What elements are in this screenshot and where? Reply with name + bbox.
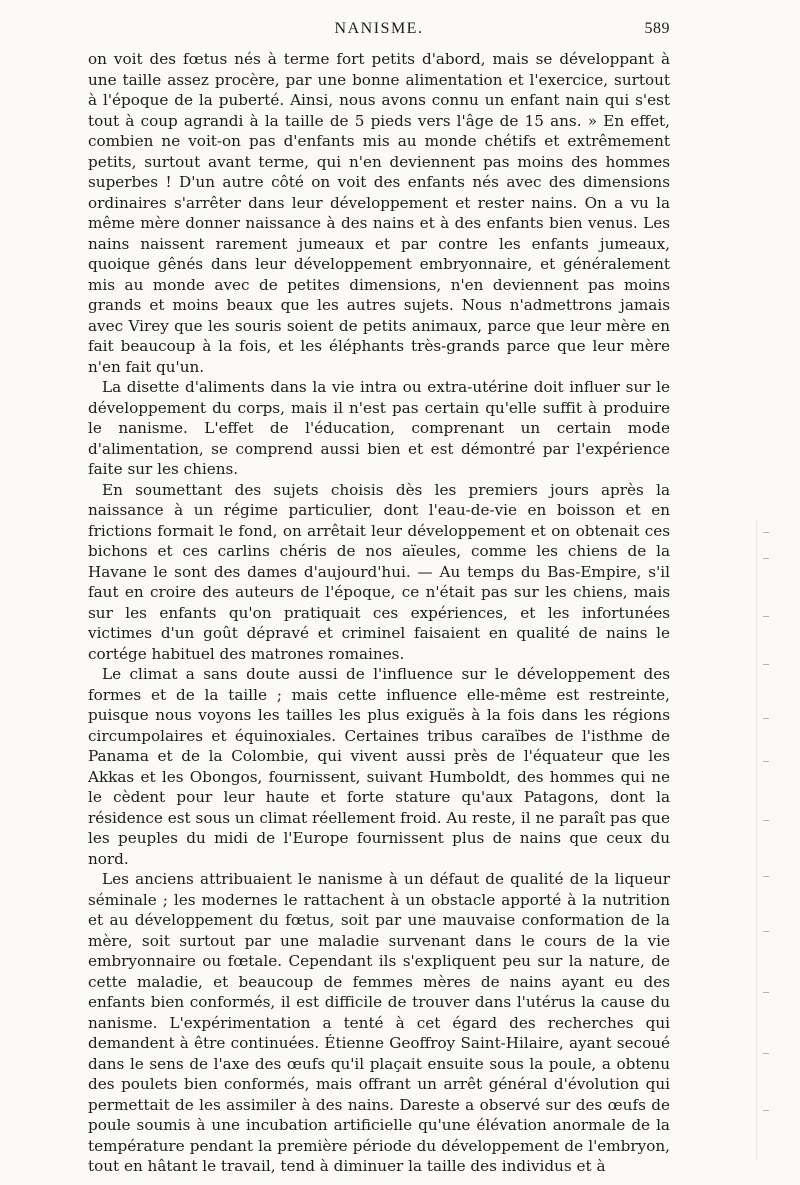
scan-margin-strip: [756, 520, 775, 1160]
scan-mark: [763, 1110, 769, 1111]
body-text: [88, 49, 670, 1177]
scan-mark: [763, 931, 769, 932]
scan-mark: [763, 1053, 769, 1054]
scan-mark: [763, 761, 769, 762]
running-head: [88, 12, 670, 42]
paragraph: En soumettant des sujets choisis dès les premiers jours après la naissance à un régime particulier, dont l'eau-de-vie en boisson et en frictions formait le fond, on arrêtait leur développement et on obtenait ces bichons et ces carlins chéris de nos aïeules, comme les chiens de la Havane le sont des dames d'aujourd'hui. — Au temps du Bas-Empire, s'il faut en croire des auteurs de l'époque, ce n'était pas sur les chiens, mais sur les enfants qu'on pratiquait ces expériences, et les infortunées victimes d'un goût dépravé et criminel faisaient en qualité de nains le cortége habituel des matrones romaines.: [88, 480, 670, 663]
paragraph: La disette d'aliments dans la vie intra ou extra-utérine doit influer sur le développement du corps, mais il n'est pas certain qu'elle suffit à produire le nanisme. L'effet de l'éducation, comprenant un certain mode d'alimentation, se comprend aussi bien et est démontré par l'expérience faite sur les chiens.: [88, 378, 670, 478]
scan-mark: [763, 876, 769, 877]
paragraph: Les anciens attribuaient le nanisme à un défaut de qualité de la liqueur séminale ; les modernes le rattachent à un obstacle apporté à la nutrition et au développement du fœtus, soit par une mauvaise conformation de la mère, soit surtout par une maladie survenant dans le cours de la vie embryonnaire ou fœtale. Cependant ils s'expliquent peu sur la nature, de cette maladie, et beaucoup de femmes mères de nains ayant eu des enfants bien conformés, il est difficile de trouver dans l'utérus la cause du nanisme. L'expérimentation a tenté à cet égard des recherches qui demandent à être continuées. Étienne Geoffroy Saint-Hilaire, ayant secoué dans le sens de l'axe des œufs qu'il plaçait ensuite sous la poule, a obtenu des poulets bien conformés, mais offrant un arrêt général d'évolution qui permettait de les assimiler à des nains. Dareste a observé sur des œufs de poule soumis à une incubation artificielle qu'une élévation anormale de la température pendant la première période du développement de l'embryon, tout en hâtant le travail, tend à diminuer la taille des individus et à: [88, 870, 670, 1175]
scan-mark: [763, 718, 769, 719]
scan-mark: [763, 616, 769, 617]
scan-mark: [763, 820, 769, 821]
scan-mark: [763, 664, 769, 665]
scan-mark: [763, 558, 769, 559]
scan-mark: [763, 532, 769, 533]
page-number: 589: [644, 20, 670, 37]
paragraph: on voit des fœtus nés à terme fort petits d'abord, mais se développant à une taille assez procère, par une bonne alimentation et l'exercice, surtout à l'époque de la puberté. Ainsi, nous avons connu un enfant nain qui s'est tout à coup agrandi à la taille de 5 pieds vers l'âge de 15 ans. » En effet, combien ne voit-on pas d'enfants mis au monde chétifs et extrêmement petits, surtout avant terme, qui n'en deviennent pas moins des hommes superbes ! D'un autre côté on voit des enfants nés avec des dimensions ordinaires s'arrêter dans leur développement et rester nains. On a vu la même mère donner naissance à des nains et à des enfants bien venus. Les nains naissent rarement jumeaux et par contre les enfants jumeaux, quoique gênés dans leur développement embryonnaire, et généralement mis au monde avec de petites dimensions, n'en deviennent pas moins grands et moins beaux que les autres sujets. Nous n'admettrons jamais avec Virey que les souris soient de petits animaux, parce que leur mère en fait beaucoup à la fois, et les éléphants très-grands parce que leur mère n'en fait qu'un.: [88, 50, 670, 376]
paragraph: Le climat a sans doute aussi de l'influence sur le développement des formes et de la taille ; mais cette influence elle-même est restreinte, puisque nous voyons les tailles les plus exiguës à la fois dans les régions circumpolaires et équinoxiales. Certaines tribus caraïbes de l'isthme de Panama et de la Colombie, qui vivent aussi près de l'équateur que les Akkas et les Obongos, fournissent, suivant Humboldt, des hommes qui ne le cèdent pour leur haute et forte stature qu'aux Patagons, dont la résidence est sous un climat réellement froid. Au reste, il ne paraît pas que les peuples du midi de l'Europe fournissent plus de nains que ceux du nord.: [88, 665, 670, 868]
running-title: NANISME.: [334, 20, 424, 37]
scan-mark: [763, 992, 769, 993]
